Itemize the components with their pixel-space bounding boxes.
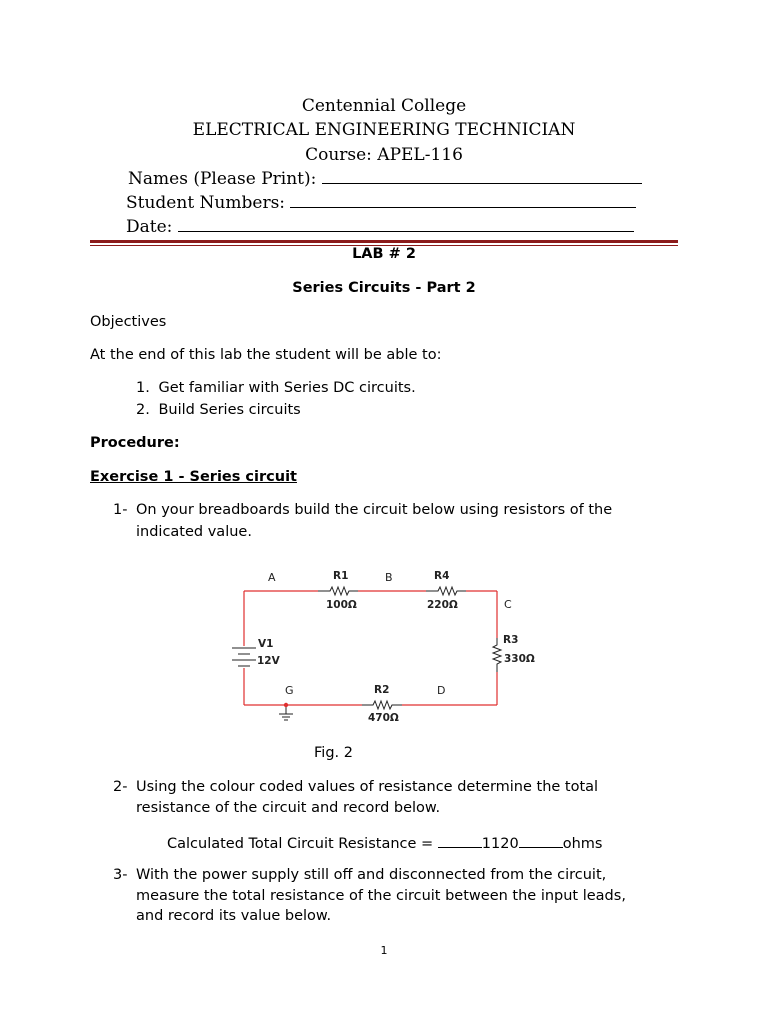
lab-title: Series Circuits - Part 2 xyxy=(292,280,476,296)
objective-number: 1. xyxy=(136,380,150,396)
step-2-number: 2- xyxy=(113,779,128,795)
r2-value: 470Ω xyxy=(368,712,399,724)
objective-number: 2. xyxy=(136,402,150,418)
college-name: Centennial College xyxy=(301,96,467,116)
calculated-resistance-unit: ohms xyxy=(562,836,603,852)
calculated-resistance-line xyxy=(167,833,602,852)
resistor-r4-symbol xyxy=(426,587,466,595)
node-g-label: G xyxy=(285,684,294,697)
r4-value: 220Ω xyxy=(427,599,458,611)
step-1-number: 1- xyxy=(113,502,128,518)
r4-name: R4 xyxy=(434,570,450,582)
figure-caption: Fig. 2 xyxy=(314,745,353,761)
page-number: 1 xyxy=(380,944,388,957)
r3-value: 330Ω xyxy=(504,653,535,665)
step-2-line-2: resistance of the circuit and record below. xyxy=(136,800,441,816)
names-label: Names (Please Print): xyxy=(128,169,317,189)
course-code: Course: APEL-116 xyxy=(305,145,463,165)
resistor-r2-symbol xyxy=(362,701,402,709)
calculated-resistance-value: 1120 xyxy=(481,836,519,852)
exercise-title: Exercise 1 - Series circuit xyxy=(90,469,297,485)
step-3-number: 3- xyxy=(113,867,128,883)
answer-blank-right xyxy=(519,833,563,848)
node-a-label: A xyxy=(268,571,276,584)
resistor-r3-symbol xyxy=(493,638,501,672)
resistor-r1-symbol xyxy=(318,587,358,595)
date-label: Date: xyxy=(126,217,173,237)
answer-blank-left xyxy=(438,833,482,848)
r2-name: R2 xyxy=(374,684,390,696)
v1-value: 12V xyxy=(257,655,280,667)
node-d-label: D xyxy=(437,684,446,697)
objective-text: Build Series circuits xyxy=(158,402,301,418)
ground-node-dot xyxy=(284,703,288,707)
step-1-line-2: indicated value. xyxy=(136,524,252,540)
student-numbers-label: Student Numbers: xyxy=(126,193,286,213)
step-3-line-3: and record its value below. xyxy=(136,908,332,924)
node-b-label: B xyxy=(385,571,393,584)
objectives-heading: Objectives xyxy=(90,314,167,330)
procedure-heading: Procedure: xyxy=(90,435,180,451)
r1-value: 100Ω xyxy=(326,599,357,611)
step-3-line-2: measure the total resistance of the circuit between the input leads, xyxy=(136,888,626,904)
objectives-intro: At the end of this lab the student will be able to: xyxy=(90,347,442,363)
lab-number: LAB # 2 xyxy=(352,246,416,262)
step-2-line-1: Using the colour coded values of resistance determine the total xyxy=(136,779,599,795)
step-1-line-1: On your breadboards build the circuit below using resistors of the xyxy=(136,502,613,518)
v1-name: V1 xyxy=(258,638,274,650)
step-3-line-1: With the power supply still off and disconnected from the circuit, xyxy=(136,867,607,883)
r1-name: R1 xyxy=(333,570,349,582)
objective-text: Get familiar with Series DC circuits. xyxy=(158,380,416,396)
program-name: ELECTRICAL ENGINEERING TECHNICIAN xyxy=(192,120,576,140)
r3-name: R3 xyxy=(503,634,519,646)
node-c-label: C xyxy=(504,598,512,611)
calculated-resistance-label: Calculated Total Circuit Resistance = xyxy=(167,836,438,852)
circuit-wires xyxy=(244,591,497,705)
